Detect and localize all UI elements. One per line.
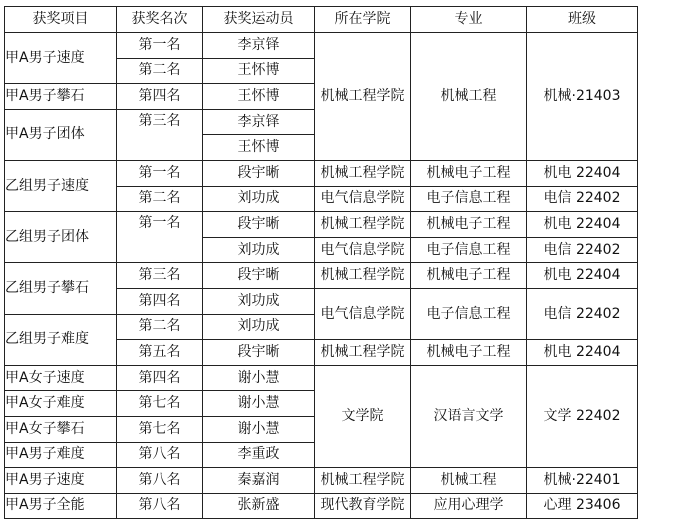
rank-cell: 第一名 (117, 212, 203, 263)
rank-cell: 第二名 (117, 314, 203, 340)
award-table-container (4, 6, 638, 519)
major-cell: 电子信息工程 (411, 237, 527, 263)
major-cell: 电子信息工程 (411, 186, 527, 212)
table-row (5, 263, 638, 289)
athlete-cell: 王怀博 (203, 84, 315, 110)
rank-cell: 第四名 (117, 365, 203, 391)
athlete-cell: 刘功成 (203, 186, 315, 212)
athlete-cell: 段宇晰 (203, 263, 315, 289)
rank-cell: 第一名 (117, 160, 203, 186)
college-cell: 电气信息学院 (315, 288, 411, 339)
table-row (5, 33, 638, 59)
header-college: 所在学院 (315, 7, 411, 33)
header-rank: 获奖名次 (117, 7, 203, 33)
major-cell: 机械电子工程 (411, 263, 527, 289)
header-athlete: 获奖运动员 (203, 7, 315, 33)
major-cell: 应用心理学 (411, 493, 527, 519)
rank-cell: 第七名 (117, 391, 203, 417)
athlete-cell: 刘功成 (203, 237, 315, 263)
class-cell: 机电 22404 (527, 340, 638, 366)
major-cell: 机械电子工程 (411, 160, 527, 186)
header-major: 专业 (411, 7, 527, 33)
class-cell: 电信 22402 (527, 237, 638, 263)
major-cell: 电子信息工程 (411, 288, 527, 339)
table-row (5, 160, 638, 186)
class-cell: 机械·22401 (527, 468, 638, 494)
athlete-cell: 段宇晰 (203, 340, 315, 366)
athlete-cell: 李京铎 (203, 33, 315, 59)
table-row (5, 468, 638, 494)
class-cell: 电信 22402 (527, 186, 638, 212)
event-cell: 甲A女子攀石 (5, 416, 117, 442)
athlete-cell: 刘功成 (203, 314, 315, 340)
athlete-cell: 段宇晰 (203, 160, 315, 186)
event-cell: 甲A女子难度 (5, 391, 117, 417)
rank-cell: 第四名 (117, 84, 203, 110)
rank-cell: 第八名 (117, 493, 203, 519)
class-cell: 心理 23406 (527, 493, 638, 519)
table-row (5, 365, 638, 391)
event-cell: 乙组男子难度 (5, 314, 117, 365)
header-class: 班级 (527, 7, 638, 33)
event-cell: 甲A男子速度 (5, 33, 117, 84)
major-cell: 机械电子工程 (411, 212, 527, 238)
class-cell: 机电 22404 (527, 263, 638, 289)
rank-cell: 第八名 (117, 442, 203, 468)
major-cell: 机械工程 (411, 33, 527, 161)
event-cell: 甲A男子攀石 (5, 84, 117, 110)
rank-cell: 第八名 (117, 468, 203, 494)
event-cell: 甲A男子难度 (5, 442, 117, 468)
rank-cell: 第四名 (117, 288, 203, 314)
rank-cell: 第一名 (117, 33, 203, 59)
class-cell: 机械·21403 (527, 33, 638, 161)
college-cell: 电气信息学院 (315, 186, 411, 212)
rank-cell: 第七名 (117, 416, 203, 442)
rank-cell: 第二名 (117, 58, 203, 84)
athlete-cell: 刘功成 (203, 288, 315, 314)
event-cell: 乙组男子团体 (5, 212, 117, 263)
table-row (5, 493, 638, 519)
class-cell: 电信 22402 (527, 288, 638, 339)
table-row (5, 212, 638, 238)
college-cell: 现代教育学院 (315, 493, 411, 519)
rank-cell: 第五名 (117, 340, 203, 366)
rank-cell: 第三名 (117, 109, 203, 160)
athlete-cell: 段宇晰 (203, 212, 315, 238)
college-cell: 机械工程学院 (315, 468, 411, 494)
award-table-body (5, 33, 638, 519)
college-cell: 文学院 (315, 365, 411, 467)
event-cell: 甲A男子团体 (5, 109, 117, 160)
award-table (4, 6, 638, 519)
college-cell: 机械工程学院 (315, 160, 411, 186)
header-event: 获奖项目 (5, 7, 117, 33)
athlete-cell: 李重政 (203, 442, 315, 468)
athlete-cell: 谢小慧 (203, 365, 315, 391)
event-cell: 乙组男子攀石 (5, 263, 117, 314)
athlete-cell: 秦嘉润 (203, 468, 315, 494)
college-cell: 电气信息学院 (315, 237, 411, 263)
athlete-cell: 谢小慧 (203, 391, 315, 417)
rank-cell: 第二名 (117, 186, 203, 212)
athlete-cell: 谢小慧 (203, 416, 315, 442)
class-cell: 文学 22402 (527, 365, 638, 467)
college-cell: 机械工程学院 (315, 263, 411, 289)
rank-cell: 第三名 (117, 263, 203, 289)
college-cell: 机械工程学院 (315, 340, 411, 366)
athlete-cell: 李京铎 (203, 109, 315, 135)
college-cell: 机械工程学院 (315, 212, 411, 238)
event-cell: 甲A男子全能 (5, 493, 117, 519)
major-cell: 机械工程 (411, 468, 527, 494)
header-row (5, 7, 638, 33)
event-cell: 甲A男子速度 (5, 468, 117, 494)
athlete-cell: 张新盛 (203, 493, 315, 519)
class-cell: 机电 22404 (527, 160, 638, 186)
athlete-cell: 王怀博 (203, 135, 315, 161)
major-cell: 机械电子工程 (411, 340, 527, 366)
college-cell: 机械工程学院 (315, 33, 411, 161)
event-cell: 甲A女子速度 (5, 365, 117, 391)
major-cell: 汉语言文学 (411, 365, 527, 467)
athlete-cell: 王怀博 (203, 58, 315, 84)
class-cell: 机电 22404 (527, 212, 638, 238)
event-cell: 乙组男子速度 (5, 160, 117, 211)
